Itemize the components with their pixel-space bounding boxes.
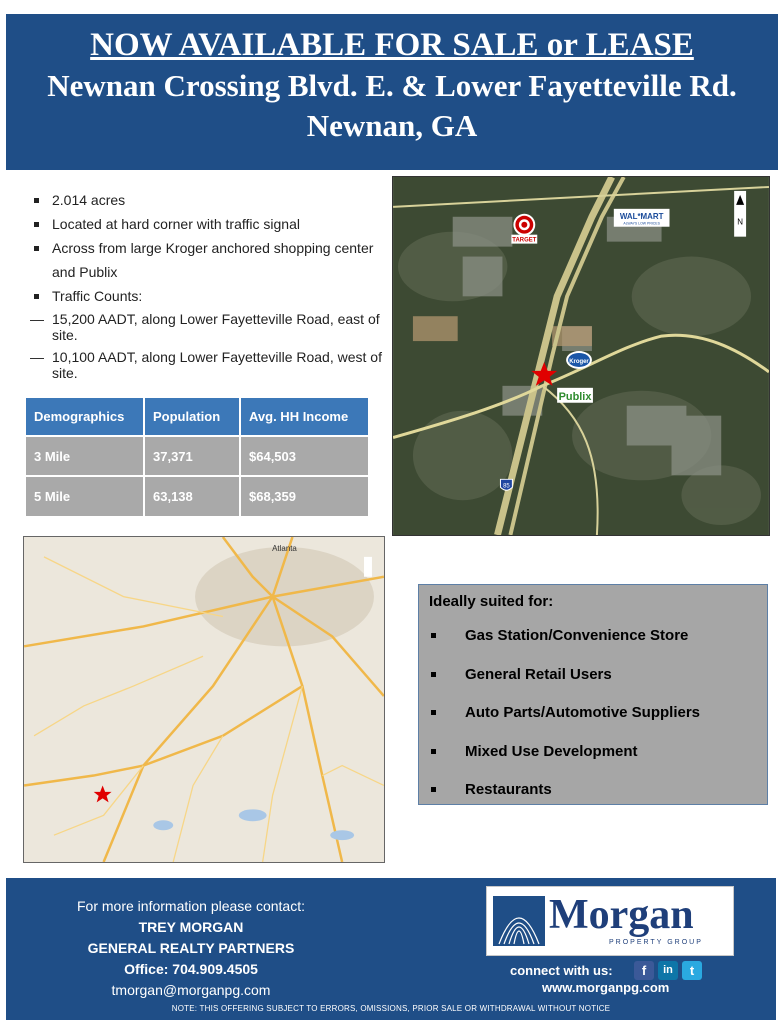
interstate-shield: 85	[503, 483, 510, 490]
atlanta-label: Atlanta	[272, 543, 297, 553]
bullet-icon	[431, 787, 436, 792]
table-header-row	[26, 398, 368, 436]
list-item-label: Auto Parts/Automotive Suppliers	[465, 704, 701, 721]
bullet-acreage: 2.014 acres	[30, 188, 385, 212]
table-cell: 63,138	[144, 476, 240, 516]
column-header: Avg. HH Income	[240, 398, 368, 436]
contact-block	[6, 896, 376, 1001]
list-item	[465, 627, 688, 644]
demographics-table	[26, 398, 368, 516]
bullet-corner: Located at hard corner with traffic signal	[30, 212, 385, 236]
list-item	[465, 666, 612, 683]
table-cell: $68,359	[240, 476, 368, 516]
aerial-image	[393, 177, 769, 535]
contact-email-link[interactable]: tmorgan@morganpg.com	[111, 982, 271, 998]
table-cell: 3 Mile	[26, 436, 144, 476]
walmart-label: WAL*MART	[619, 211, 664, 221]
ideal-uses-title: Ideally suited for:	[429, 593, 554, 610]
logo-subtitle: PROPERTY GROUP	[609, 939, 703, 946]
list-item-label: Restaurants	[465, 781, 552, 798]
logo-wordmark: Morgan	[549, 892, 694, 938]
table-cell: 5 Mile	[26, 476, 144, 516]
walmart-sub-label: ALWAYS LOW PRICES	[623, 221, 660, 226]
traffic-east	[30, 311, 385, 343]
list-item	[465, 781, 552, 798]
contact-intro: For more information please contact:	[77, 898, 305, 914]
disclaimer-note: NOTE: THIS OFFERING SUBJECT TO ERRORS, OMISSIONS, PRIOR SALE OR WITHDRAWAL WITHOUT NOTICE	[171, 1004, 611, 1013]
bullet-traffic-counts: Traffic Counts:	[30, 284, 385, 308]
list-item-label: Gas Station/Convenience Store	[465, 627, 689, 644]
dash-marker: —	[30, 311, 44, 327]
target-label: TARGET	[512, 237, 537, 244]
regional-map	[23, 536, 385, 863]
table-cell: 37,371	[144, 436, 240, 476]
column-header: Population	[144, 398, 240, 436]
footer	[6, 878, 776, 1020]
publix-label: Publix	[558, 390, 592, 403]
north-label: N	[737, 217, 743, 227]
ideal-uses-box	[418, 584, 768, 805]
header-banner	[6, 14, 778, 170]
logo-mark-icon	[493, 896, 545, 946]
dash-marker: —	[30, 349, 44, 365]
bullet-icon	[431, 672, 436, 677]
facebook-icon[interactable]: f	[634, 961, 654, 980]
column-header: Demographics	[26, 398, 144, 436]
website-link[interactable]: www.morganpg.com	[542, 980, 670, 995]
connect-label: connect with us:	[510, 963, 613, 978]
kroger-label: Kroger	[569, 358, 589, 365]
list-item	[465, 743, 638, 760]
bullet-kroger: Across from large Kroger anchored shopping center and Publix	[30, 236, 385, 284]
list-item	[465, 704, 700, 721]
aerial-site-map	[392, 176, 770, 536]
north-arrow-icon	[364, 557, 372, 577]
list-item-label: Mixed Use Development	[465, 743, 638, 760]
bullet-icon	[431, 749, 436, 754]
city-line: Newnan, GA	[306, 108, 478, 143]
property-highlights	[30, 188, 385, 387]
traffic-east-text: 15,200 AADT, along Lower Fayetteville Road, east of site.	[52, 311, 380, 343]
traffic-west-text: 10,100 AADT, along Lower Fayetteville Road, west of site.	[52, 349, 382, 381]
morgan-logo	[486, 886, 734, 956]
contact-company: GENERAL REALTY PARTNERS	[87, 940, 295, 956]
bullet-icon	[431, 710, 436, 715]
table-row	[26, 476, 368, 516]
table-cell: $64,503	[240, 436, 368, 476]
bullet-icon	[431, 633, 436, 638]
list-item-label: General Retail Users	[465, 666, 612, 683]
region-image	[24, 537, 384, 862]
contact-name: TREY MORGAN	[138, 919, 244, 935]
address-line: Newnan Crossing Blvd. E. & Lower Fayetteville Rd.	[47, 68, 737, 103]
traffic-west	[30, 349, 385, 381]
twitter-icon[interactable]: t	[682, 961, 702, 980]
table-row	[26, 436, 368, 476]
linkedin-icon[interactable]: in	[658, 961, 678, 980]
headline: NOW AVAILABLE FOR SALE or LEASE	[90, 27, 694, 63]
contact-phone[interactable]: Office: 704.909.4505	[124, 961, 258, 977]
